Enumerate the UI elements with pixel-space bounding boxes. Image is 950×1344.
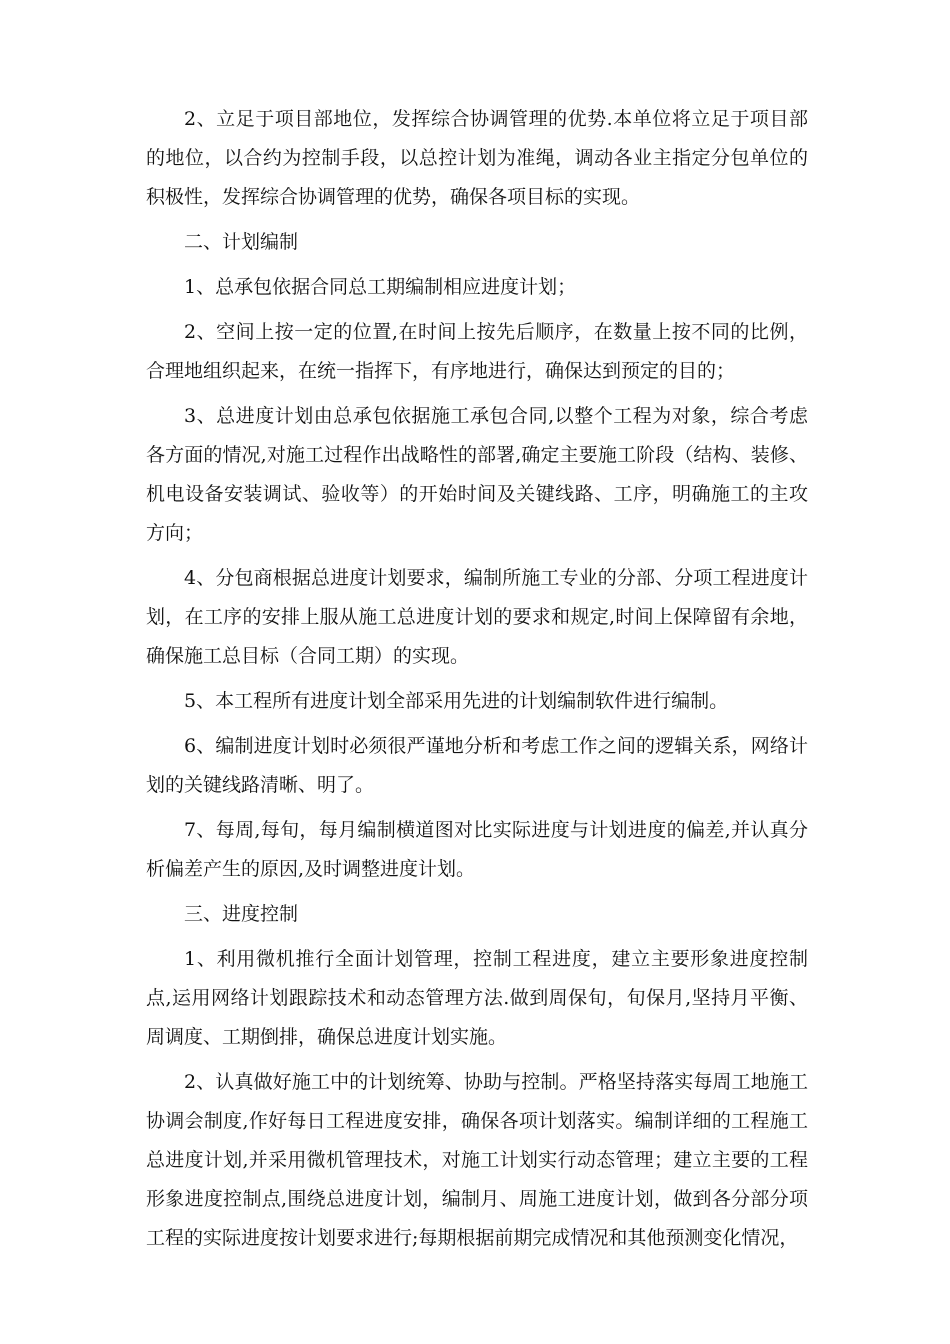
paragraph-plan-5: 5、本工程所有进度计划全部采用先进的计划编制软件进行编制。 <box>184 690 729 712</box>
document-body <box>146 100 808 1264</box>
paragraph-plan-4: 4、分包商根据总进度计划要求，编制所施工专业的分部、分项工程进度计划，在工序的安排上服从施工总进度计划的要求和规定,时间上保障留有余地，确保施工总目标（合同工期）的实现。 <box>146 567 808 667</box>
paragraph-control-2: 2、认真做好施工中的计划统筹、协助与控制。严格坚持落实每周工地施工协调会制度,作好每日工程进度安排，确保各项计划落实。编制详细的工程施工总进度计划,并采用微机管理技术，对施工计划实行动态管理；建立主要的工程形象进度控制点,围绕总进度计划，编制月、周施工进度计划，做到各分部分项工程的实际进度按计划要求进行;每期根据前期完成情况和其他预测变化情况， <box>146 1071 808 1249</box>
paragraph-plan-1: 1、总承包依据合同总工期编制相应进度计划； <box>184 276 577 298</box>
paragraph-plan-6: 6、编制进度计划时必须很严谨地分析和考虑工作之间的逻辑关系，网络计划的关键线路清晰、明了。 <box>146 735 808 796</box>
paragraph-plan-7: 7、每周,每旬，每月编制横道图对比实际进度与计划进度的偏差,并认真分析偏差产生的原因,及时调整进度计划。 <box>146 819 808 880</box>
paragraph-plan-3: 3、总进度计划由总承包依据施工承包合同,以整个工程为对象，综合考虑各方面的情况,对施工过程作出战略性的部署,确定主要施工阶段（结构、装修、机电设备安装调试、验收等）的开始时间及关键线路、工序，明确施工的主攻方向； <box>146 405 808 544</box>
paragraph-plan-2: 2、空间上按一定的位置,在时间上按先后顺序，在数量上按不同的比例，合理地组织起来，在统一指挥下，有序地进行，确保达到预定的目的； <box>146 321 808 382</box>
paragraph-control-1: 1、利用微机推行全面计划管理，控制工程进度，建立主要形象进度控制点,运用网络计划跟踪技术和动态管理方法.做到周保旬，旬保月,坚持月平衡、周调度、工期倒排，确保总进度计划实施。 <box>146 948 808 1048</box>
section-heading-progress-control: 三、进度控制 <box>184 903 299 925</box>
section-heading-plan-compilation: 二、计划编制 <box>184 231 299 253</box>
paragraph-site-coordination: 2、立足于项目部地位，发挥综合协调管理的优势.本单位将立足于项目部的地位，以合约为控制手段，以总控计划为准绳，调动各业主指定分包单位的积极性，发挥综合协调管理的优势，确保各项目标的实现。 <box>146 108 808 208</box>
